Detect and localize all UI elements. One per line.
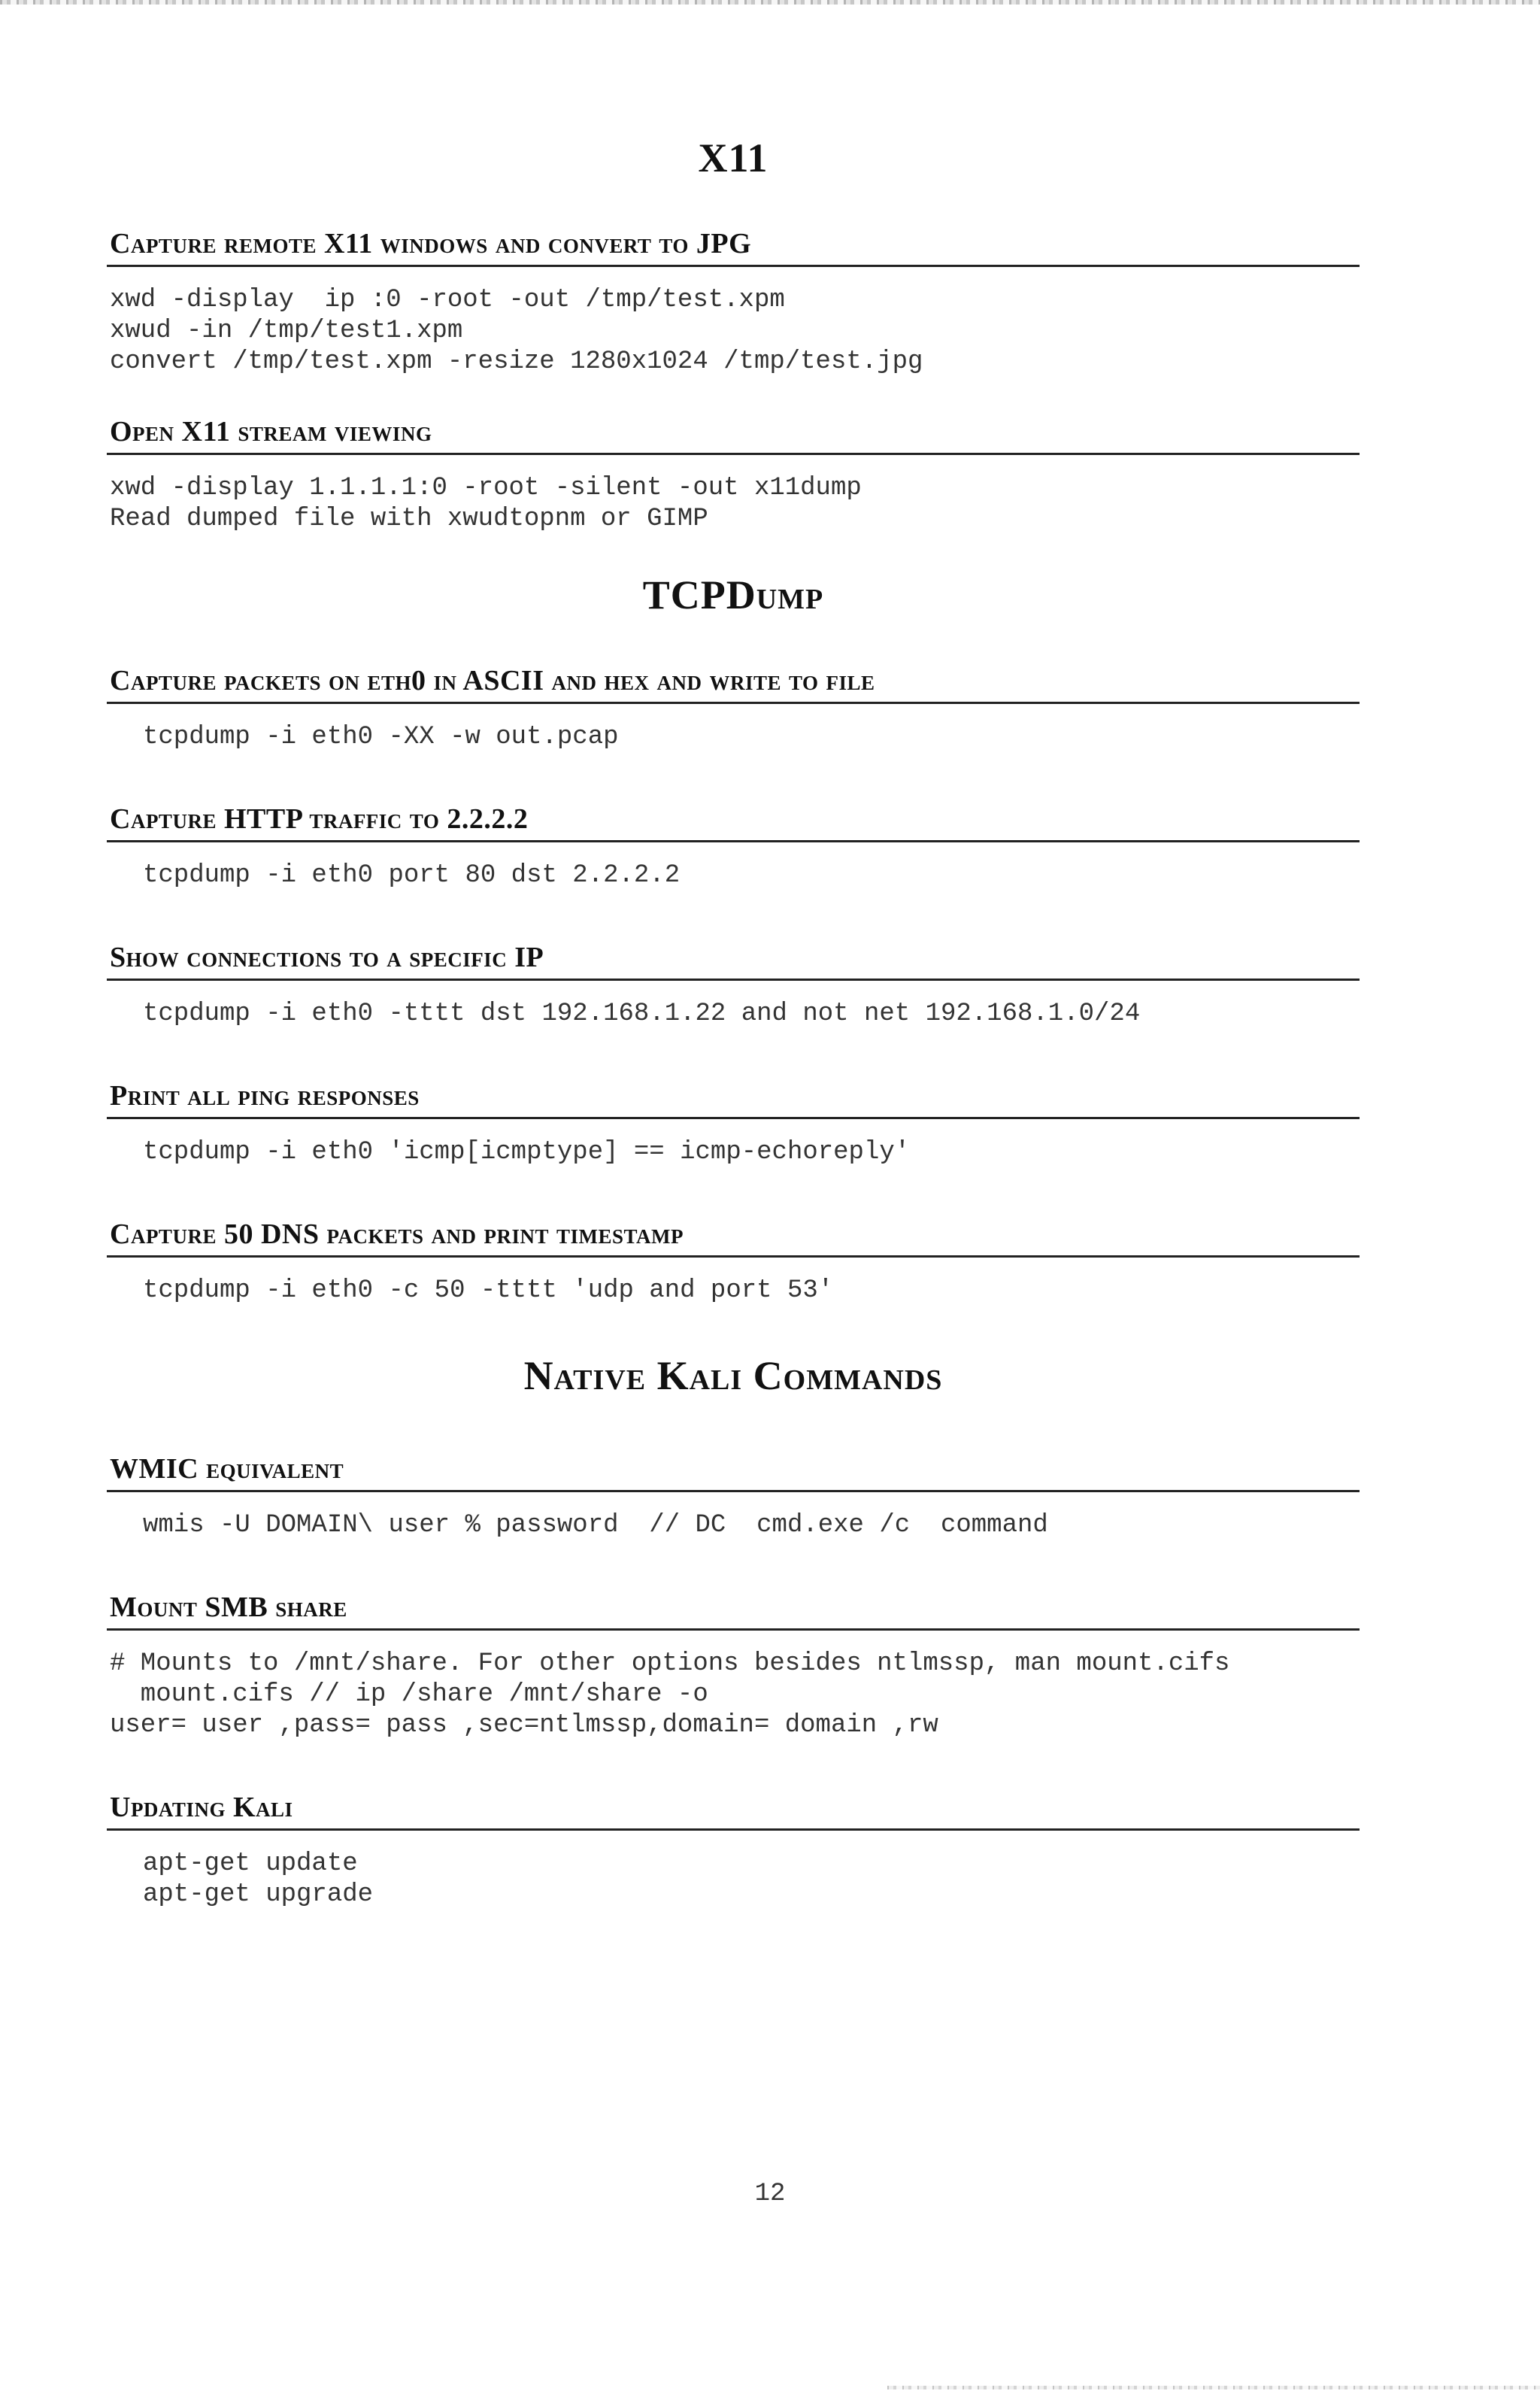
code-block-open-x11: [107, 473, 1360, 535]
code-block-capture-http: [107, 860, 1360, 891]
section-heading-updating-kali: Updating Kali: [107, 1791, 1360, 1831]
code-block-capture-x11: [107, 285, 1360, 378]
section-heading-wmic: WMIC equivalent: [107, 1452, 1360, 1492]
code-block-dns-packets: [107, 1276, 1360, 1306]
section-heading-capture-x11: Capture remote X11 windows and convert to JPG: [107, 227, 1360, 267]
code-line: mount.cifs // ip /share /mnt/share -o: [110, 1680, 708, 1709]
code-block-ping-responses: [107, 1137, 1360, 1168]
code-line: user= user ,pass= pass ,sec=ntlmssp,domain= domain ,rw: [110, 1711, 938, 1740]
chapter-title-native-kali: Native Kali Commands: [523, 1353, 943, 1398]
code-block-updating-kali: [107, 1849, 1360, 1910]
code-line: tcpdump -i eth0 -c 50 -tttt 'udp and port 53': [143, 1276, 834, 1305]
code-line: convert /tmp/test.xpm -resize 1280x1024 /tmp/test.jpg: [110, 347, 923, 376]
section-heading-ping-responses: Print all ping responses: [107, 1079, 1360, 1119]
code-line: # Mounts to /mnt/share. For other options besides ntlmssp, man mount.cifs: [110, 1649, 1230, 1678]
code-line: apt-get upgrade: [143, 1880, 374, 1909]
code-block-wmic: [107, 1510, 1360, 1541]
section-heading-capture-http: Capture HTTP traffic to 2.2.2.2: [107, 803, 1360, 842]
code-block-mount-smb: [107, 1649, 1360, 1741]
code-line: tcpdump -i eth0 -XX -w out.pcap: [143, 723, 619, 751]
section-heading-open-x11: Open X11 stream viewing: [107, 415, 1360, 455]
section-heading-dns-packets: Capture 50 DNS packets and print timestamp: [107, 1218, 1360, 1258]
code-line: tcpdump -i eth0 -tttt dst 192.168.1.22 and not net 192.168.1.0/24: [143, 1000, 1141, 1028]
code-line: Read dumped file with xwudtopnm or GIMP: [110, 505, 708, 533]
code-line: xwud -in /tmp/test1.xpm: [110, 317, 463, 345]
code-line: xwd -display ip :0 -root -out /tmp/test.xpm: [110, 286, 785, 314]
code-line: tcpdump -i eth0 'icmp[icmptype] == icmp-echoreply': [143, 1138, 911, 1167]
section-heading-mount-smb: Mount SMB share: [107, 1591, 1360, 1631]
code-block-capture-eth0: [107, 722, 1360, 753]
page-content: [107, 135, 1360, 1910]
section-heading-show-connections: Show connections to a specific IP: [107, 941, 1360, 981]
scan-edge-top: [0, 0, 1540, 5]
code-line: xwd -display 1.1.1.1:0 -root -silent -out x11dump: [110, 474, 862, 502]
code-line: wmis -U DOMAIN\ user % password // DC cmd.exe /c command: [143, 1511, 1048, 1540]
code-line: tcpdump -i eth0 port 80 dst 2.2.2.2: [143, 861, 681, 890]
chapter-title-x11: X11: [698, 135, 768, 181]
scan-edge-bottom: [887, 2386, 1540, 2389]
chapter-title-tcpdump: TCPDump: [642, 572, 824, 617]
page-number: 12: [754, 2180, 786, 2208]
section-heading-capture-eth0: Capture packets on eth0 in ASCII and hex and write to file: [107, 664, 1360, 704]
code-line: apt-get update: [143, 1849, 358, 1878]
code-block-show-connections: [107, 999, 1360, 1030]
